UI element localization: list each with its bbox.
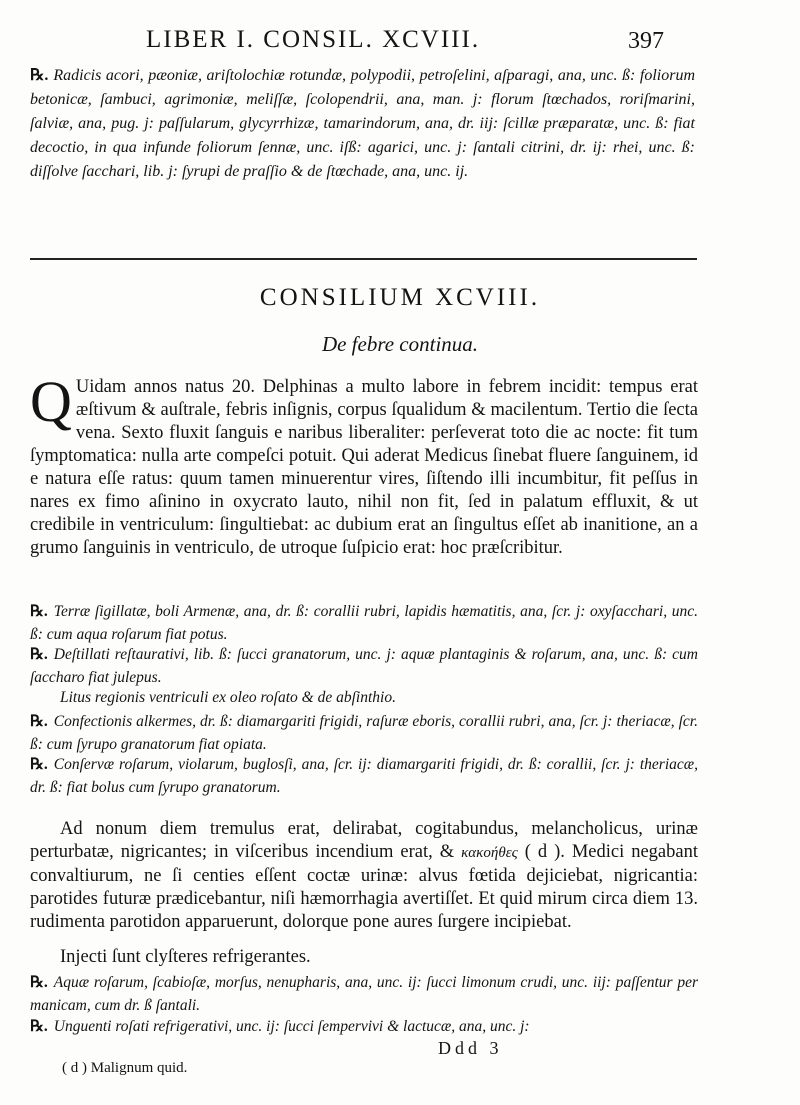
recipe-item xyxy=(30,971,698,1017)
recipe-symbol: ℞. xyxy=(30,646,48,663)
footnote: ( d ) Malignum quid. xyxy=(62,1060,188,1076)
recipe-symbol: ℞. xyxy=(30,67,49,84)
page-number: 397 xyxy=(628,28,664,54)
recipe-symbol: ℞. xyxy=(30,603,48,620)
clyster-line: Injecti ſunt clyſteres refrigerantes. xyxy=(60,947,311,967)
intro-paragraph xyxy=(30,369,698,560)
recipe-symbol: ℞. xyxy=(30,756,48,773)
drop-cap: Q xyxy=(30,369,72,434)
intro-text: Uidam annos natus 20. Delphinas a multo labore in febrem incidit: tempus erat æſtivum & auſtrale, febris inſignis, corpus ſqualidum & macilentum. Tertio die ſecta vena. Sexto fluxit ſanguis e naribus liberaliter: perſeverat toto die ac nocte: fit tum ſymptomatica: nulla arte compeſci potuit. Qui aderat Medicus ſinebat fluere ſanguinem, id e natura eſſe ratus: quum tamen minuerentur vires, ſiſtendo illi incumbitur, fit peſſus in nares ex fimo aſinino in oxycrato lauto, nihil non fit, ſed in palatum effluxit, & ut credibile in ventriculum: ſingultiebat: ac dubium erat an ſingultus eſſet ab inanitione, an a grumo ſanguinis in ventriculo, de utroque ſuſpicio erat: hoc præſcribitur. xyxy=(30,377,698,558)
recipe-symbol: ℞. xyxy=(30,974,48,991)
recipe-text: Deſtillati reſtaurativi, lib. ß: ſucci granatorum, unc. j: aquæ plantaginis & roſarum, ana, unc. ß: cum ſaccharo fiat julepus. xyxy=(30,646,698,686)
running-title: LIBER I. CONSIL. XCVIII. xyxy=(146,26,481,53)
section-divider xyxy=(30,258,697,260)
recipe-text: Terræ ſigillatæ, boli Armenæ, ana, dr. ß: corallii rubri, lapidis hæmatitis, ana, ſcr. j: oxyſacchari, unc. ß: cum aqua roſarum fiat potus. xyxy=(30,603,698,643)
second-paragraph xyxy=(30,818,698,934)
recipe-item xyxy=(30,643,698,689)
recipe-text: Conſervæ roſarum, violarum, buglosſi, ana, ſcr. ij: diamargariti frigidi, dr. ß: corallii, ſcr. j: theriacæ, dr. ß: fiat bolus cum ſyrupo granatorum. xyxy=(30,756,698,796)
signature-mark: Ddd 3 xyxy=(438,1038,503,1058)
litus-instruction: Litus regionis ventriculi ex oleo roſato & de abſinthio. xyxy=(60,689,396,706)
recipe-item xyxy=(30,1015,698,1038)
paragraph-text-b: ( d ). Medici negabant convaltiurum, ne ſi centies eſſent coctæ urinæ: alvus fœtida dejiciebat, nigricantia: parotides futuræ prædicebantur, niſi hæmorrhagia avertiſſet. Et quid mirum circa diem 13. rudimenta parotidon apparuerunt, dolorque pone aures ſurgere incipiebat. xyxy=(30,842,698,932)
chapter-title: CONSILIUM XCVIII. xyxy=(259,284,541,311)
recipe-symbol: ℞. xyxy=(30,713,48,730)
recipe-item xyxy=(30,753,698,799)
recipe-text: Radicis acori, pæoniæ, ariſtolochiæ rotundæ, polypodii, petroſelini, aſparagi, ana, unc. ß: foliorum betonicæ, ſambuci, agrimoniæ, meliſſæ, ſcolopendrii, ana, man. j: florum ſtœchados, roriſmarini, ſalviæ, ana, pug. j: paſſularum, glycyrrhizæ, tamarindorum, ana, dr. iij: ſcillæ præparatæ, unc. ß: fiat decoctio, in qua infunde foliorum ſennæ, unc. iſß: agarici, unc. j: ſantali citrini, dr. ij: rhei, unc. ß: diſſolve ſacchari, lib. j: ſyrupi de praſſio & de ſtœchade, ana, unc. ij. xyxy=(30,67,695,180)
recipe-symbol: ℞. xyxy=(30,1018,48,1035)
running-header xyxy=(0,20,800,60)
top-recipe xyxy=(30,64,695,184)
recipe-item xyxy=(30,710,698,756)
recipe-text: Unguenti roſati refrigerativi, unc. ij: ſucci ſempervivi & lactucæ, ana, unc. j: xyxy=(53,1018,530,1035)
greek-term: κακοήθες xyxy=(461,845,518,861)
chapter-subtitle: De febre continua. xyxy=(321,332,479,356)
recipe-text: Confectionis alkermes, dr. ß: diamargariti frigidi, raſuræ eboris, corallii rubri, ana, ſcr. j: theriacæ, ſcr. ß: cum ſyrupo granatorum fiat opiata. xyxy=(30,713,698,753)
recipe-text: Aquæ roſarum, ſcabioſæ, morſus, nenupharis, ana, unc. ij: ſucci limonum crudi, unc. iij: paſſentur per manicam, cum dr. ß ſantali. xyxy=(30,974,698,1014)
recipe-item xyxy=(30,600,698,646)
paragraph-text-a: Ad nonum diem tremulus erat, delirabat, cogitabundus, melancholicus, urinæ perturbatæ, nigricantes; in viſceribus incendium erat, & xyxy=(30,819,698,862)
